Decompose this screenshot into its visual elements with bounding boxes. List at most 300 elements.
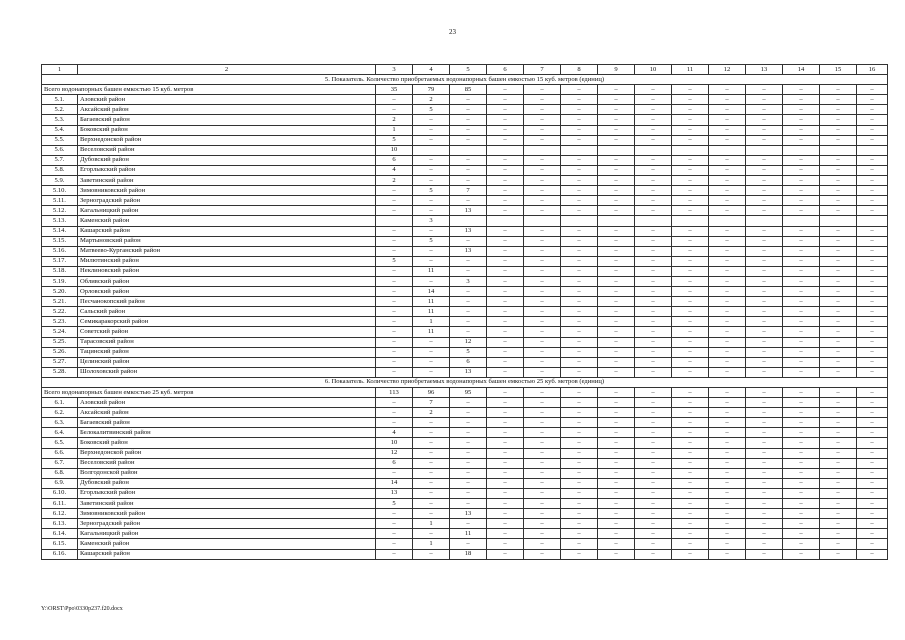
value-cell: – [783,85,820,95]
value-cell: – [857,297,888,307]
value-cell: 5 [376,135,413,145]
value-cell: – [672,95,709,105]
value-cell: – [561,246,598,256]
row-number: 5.21. [42,297,78,307]
value-cell: – [672,509,709,519]
value-cell: 5 [413,236,450,246]
value-cell: 2 [413,408,450,418]
value-cell: – [524,256,561,266]
value-cell: – [857,155,888,165]
value-cell: – [672,478,709,488]
value-cell: – [783,408,820,418]
value-cell: – [524,196,561,206]
value-cell: – [524,418,561,428]
district-name: Сальский район [78,307,376,317]
row-number: 6.14. [42,529,78,539]
value-cell: – [524,357,561,367]
value-cell: – [413,125,450,135]
district-name: Зерноградский район [78,519,376,529]
value-cell: – [746,307,783,317]
value-cell: – [487,357,524,367]
value-cell: – [783,196,820,206]
value-cell: – [487,246,524,256]
value-cell: – [820,266,857,276]
value-cell: – [561,95,598,105]
value-cell: – [524,206,561,216]
value-cell: – [561,297,598,307]
value-cell: – [635,488,672,498]
district-name: Каменский район [78,216,376,226]
value-cell: – [672,246,709,256]
value-cell: – [561,418,598,428]
value-cell: – [524,307,561,317]
district-name: Веселовский район [78,145,376,155]
value-cell: – [857,509,888,519]
value-cell: – [709,529,746,539]
value-cell: – [746,478,783,488]
value-cell: – [524,327,561,337]
value-cell: – [783,529,820,539]
value-cell: – [783,428,820,438]
value-cell: – [709,418,746,428]
district-name: Веселовский район [78,458,376,468]
district-name: Матвеево-Курганский район [78,246,376,256]
value-cell: – [746,115,783,125]
value-cell: – [450,176,487,186]
value-cell: – [598,246,635,256]
value-cell: – [524,428,561,438]
value-cell: – [746,499,783,509]
value-cell [746,145,783,155]
value-cell: – [746,357,783,367]
value-cell: – [376,287,413,297]
table-row [42,327,888,337]
value-cell: – [635,408,672,418]
value-cell: – [709,398,746,408]
district-name: Егорлыкский район [78,488,376,498]
row-number: 6.13. [42,519,78,529]
value-cell: – [635,357,672,367]
value-cell: 5 [450,347,487,357]
value-cell: – [746,519,783,529]
value-cell [487,216,524,226]
row-number: 5.27. [42,357,78,367]
value-cell: 13 [450,246,487,256]
value-cell: – [598,448,635,458]
value-cell: 5 [376,256,413,266]
value-cell: – [524,105,561,115]
value-cell: – [487,105,524,115]
value-cell: 13 [450,509,487,519]
value-cell: – [598,115,635,125]
value-cell: – [598,357,635,367]
value-cell: – [561,125,598,135]
value-cell: – [672,337,709,347]
value-cell: – [487,226,524,236]
row-number: 5.7. [42,155,78,165]
value-cell: – [413,155,450,165]
value-cell: – [376,519,413,529]
value-cell: – [635,206,672,216]
section-title: 6. Показатель. Количество приобретаемых водонапорных башен емкостью 25 куб. метров (единиц) [42,377,888,387]
table-row [42,478,888,488]
value-cell: – [672,388,709,398]
value-cell: – [561,276,598,286]
value-cell: – [487,327,524,337]
value-cell: – [746,408,783,418]
value-cell: – [746,125,783,135]
value-cell: – [746,266,783,276]
table-row [42,337,888,347]
value-cell: – [561,266,598,276]
value-cell: – [561,115,598,125]
value-cell: – [635,539,672,549]
value-cell: – [598,135,635,145]
table-row [42,125,888,135]
value-cell [820,145,857,155]
value-cell [857,216,888,226]
value-cell: 7 [413,398,450,408]
value-cell: – [635,85,672,95]
district-name: Шолоховский район [78,367,376,377]
value-cell: – [672,125,709,135]
value-cell: – [746,549,783,559]
value-cell: – [450,488,487,498]
value-cell: 11 [413,327,450,337]
value-cell: – [376,539,413,549]
value-cell: – [709,95,746,105]
value-cell: – [709,135,746,145]
value-cell: – [450,105,487,115]
column-number-cell: 1 [42,65,78,75]
row-number: 5.10. [42,186,78,196]
value-cell: – [783,519,820,529]
value-cell: 1 [376,125,413,135]
value-cell: – [450,519,487,529]
value-cell: – [857,549,888,559]
value-cell: – [746,226,783,236]
value-cell: – [857,266,888,276]
district-name: Егорлыкский район [78,165,376,175]
value-cell: – [635,297,672,307]
table-row [42,226,888,236]
row-number: 6.12. [42,509,78,519]
value-cell: – [857,256,888,266]
value-cell: – [487,206,524,216]
column-number-cell: 9 [598,65,635,75]
row-number: 6.7. [42,458,78,468]
value-cell: – [672,357,709,367]
value-cell: – [857,206,888,216]
value-cell: – [376,196,413,206]
value-cell: – [820,135,857,145]
value-cell: – [635,529,672,539]
value-cell: – [487,418,524,428]
value-cell: – [598,196,635,206]
value-cell: – [635,256,672,266]
value-cell: – [783,226,820,236]
value-cell: – [376,357,413,367]
value-cell: – [450,408,487,418]
value-cell: 6 [376,458,413,468]
table-row [42,317,888,327]
value-cell: – [820,539,857,549]
value-cell: – [487,297,524,307]
value-cell: – [413,256,450,266]
value-cell: – [524,499,561,509]
value-cell: – [635,196,672,206]
column-number-cell: 13 [746,65,783,75]
value-cell: – [376,186,413,196]
column-number-cell: 4 [413,65,450,75]
value-cell: – [376,418,413,428]
value-cell: – [524,226,561,236]
column-number-cell: 8 [561,65,598,75]
value-cell: – [672,85,709,95]
value-cell: – [783,266,820,276]
value-cell: – [598,398,635,408]
value-cell: – [598,236,635,246]
value-cell: – [709,327,746,337]
value-cell: – [672,176,709,186]
value-cell: – [598,519,635,529]
value-cell: 1 [413,317,450,327]
value-cell: – [561,256,598,266]
district-name: Боковский район [78,438,376,448]
table-row [42,246,888,256]
row-number: 5.5. [42,135,78,145]
table-row [42,196,888,206]
district-name: Орловский район [78,287,376,297]
value-cell: – [783,468,820,478]
value-cell: – [820,408,857,418]
value-cell: – [820,246,857,256]
value-cell: – [783,246,820,256]
row-number: 5.26. [42,347,78,357]
column-number-cell: 12 [709,65,746,75]
value-cell: – [857,105,888,115]
value-cell: – [376,105,413,115]
table-row [42,186,888,196]
value-cell: – [561,105,598,115]
value-cell: – [672,539,709,549]
value-cell: 2 [413,95,450,105]
value-cell: – [820,186,857,196]
value-cell: – [709,115,746,125]
value-cell: 79 [413,85,450,95]
district-name: Боковский район [78,125,376,135]
value-cell: – [709,317,746,327]
value-cell: – [635,448,672,458]
row-number: 5.19. [42,276,78,286]
value-cell: – [820,236,857,246]
district-name: Обливский район [78,276,376,286]
value-cell: – [820,256,857,266]
value-cell: – [672,499,709,509]
value-cell: – [598,287,635,297]
value-cell: – [783,287,820,297]
value-cell [635,145,672,155]
value-cell: – [450,287,487,297]
table-row [42,398,888,408]
value-cell: 5 [413,105,450,115]
district-name: Песчанокопский район [78,297,376,307]
value-cell: – [857,418,888,428]
value-cell: – [413,529,450,539]
value-cell: – [820,155,857,165]
value-cell: – [635,478,672,488]
value-cell: – [413,418,450,428]
row-number: 6.8. [42,468,78,478]
value-cell: – [635,388,672,398]
column-number-cell: 6 [487,65,524,75]
value-cell: – [413,549,450,559]
value-cell: – [598,438,635,448]
value-cell: – [450,115,487,125]
value-cell: – [672,256,709,266]
value-cell: – [598,276,635,286]
value-cell: – [709,297,746,307]
value-cell: – [635,115,672,125]
table-row [42,519,888,529]
row-number: 5.4. [42,125,78,135]
value-cell: – [598,155,635,165]
value-cell: – [709,226,746,236]
value-cell: – [598,85,635,95]
value-cell [672,216,709,226]
value-cell: – [709,539,746,549]
row-number: 6.11. [42,499,78,509]
value-cell: – [857,458,888,468]
district-name: Мартыновский район [78,236,376,246]
value-cell: 113 [376,388,413,398]
column-number-cell: 14 [783,65,820,75]
value-cell: 35 [376,85,413,95]
value-cell: – [672,266,709,276]
table-row [42,438,888,448]
value-cell: – [820,276,857,286]
value-cell: – [783,488,820,498]
value-cell: – [709,468,746,478]
value-cell: – [524,287,561,297]
value-cell: – [672,297,709,307]
value-cell: – [820,287,857,297]
value-cell: 85 [450,85,487,95]
value-cell: – [857,408,888,418]
table-row [42,165,888,175]
value-cell: – [598,488,635,498]
value-cell: – [635,226,672,236]
value-cell: – [672,408,709,418]
value-cell [672,145,709,155]
value-cell: – [820,519,857,529]
value-cell: – [783,256,820,266]
value-cell: – [487,488,524,498]
value-cell: – [598,165,635,175]
value-cell: – [598,468,635,478]
value-cell: – [413,206,450,216]
value-cell: – [561,327,598,337]
table-row [42,236,888,246]
value-cell: – [635,135,672,145]
value-cell: – [820,549,857,559]
value-cell: – [820,317,857,327]
value-cell: – [635,418,672,428]
value-cell: – [598,478,635,488]
table-row [42,135,888,145]
table-row [42,115,888,125]
value-cell [635,216,672,226]
total-label: Всего водонапорных башен емкостью 25 куб. метров [42,388,376,398]
district-name: Аксайский район [78,105,376,115]
value-cell: – [746,186,783,196]
value-cell: – [635,509,672,519]
value-cell: – [524,448,561,458]
value-cell: – [635,125,672,135]
value-cell: – [598,206,635,216]
column-number-cell: 5 [450,65,487,75]
value-cell [413,145,450,155]
value-cell: – [524,276,561,286]
value-cell: – [487,408,524,418]
value-cell: – [524,266,561,276]
value-cell: – [709,287,746,297]
value-cell: – [413,367,450,377]
value-cell: – [487,125,524,135]
value-cell: – [561,196,598,206]
value-cell: – [709,186,746,196]
value-cell: – [709,165,746,175]
value-cell: – [709,408,746,418]
value-cell: 5 [413,186,450,196]
value-cell: – [857,226,888,236]
row-number: 5.18. [42,266,78,276]
value-cell: – [598,317,635,327]
value-cell: – [598,418,635,428]
table-row [42,529,888,539]
value-cell: – [413,458,450,468]
value-cell: – [524,176,561,186]
value-cell: – [820,428,857,438]
value-cell: 11 [413,307,450,317]
value-cell: – [450,297,487,307]
value-cell: – [635,165,672,175]
value-cell: – [820,125,857,135]
district-name: Азовский район [78,95,376,105]
table-row [42,458,888,468]
value-cell: – [783,297,820,307]
value-cell: – [709,246,746,256]
value-cell: – [783,327,820,337]
table-row [42,256,888,266]
value-cell: – [450,155,487,165]
value-cell [857,145,888,155]
value-cell: – [746,428,783,438]
value-cell: – [820,468,857,478]
value-cell: – [783,509,820,519]
value-cell: – [487,448,524,458]
district-name: Белокалитвинский район [78,428,376,438]
value-cell: – [450,478,487,488]
value-cell: – [672,317,709,327]
value-cell [598,145,635,155]
value-cell: 18 [450,549,487,559]
value-cell: – [709,488,746,498]
district-name: Неклиновский район [78,266,376,276]
value-cell: – [524,297,561,307]
value-cell: – [524,519,561,529]
value-cell: – [376,337,413,347]
